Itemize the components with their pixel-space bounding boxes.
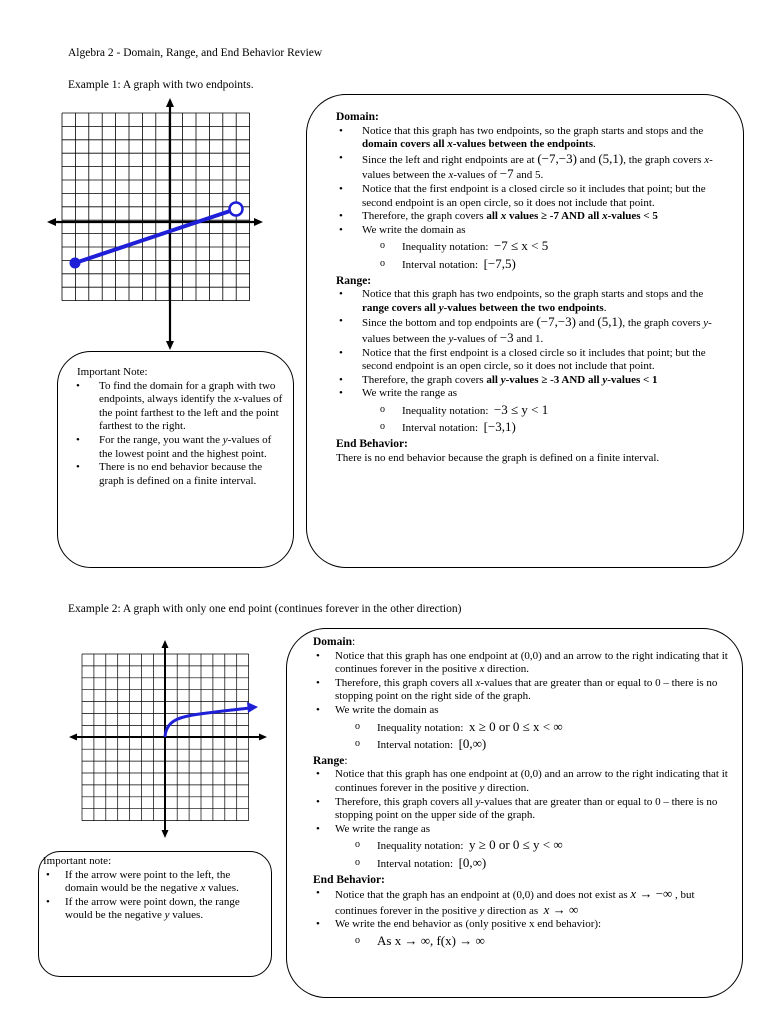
- range-title: Range:: [336, 274, 372, 287]
- note-bullet: • There is no end behavior because the graph is defined on a finite interval.: [73, 461, 283, 488]
- end-behavior-title: End Behavior:: [313, 873, 385, 886]
- end-behavior-bullet: • We write the end behavior as (only positive x end behavior):: [313, 918, 728, 932]
- end-behavior-notation: o As x → ∞, f(x) → ∞: [355, 934, 728, 950]
- domain-title: Domain:: [336, 111, 379, 123]
- note-title: Important Note:: [77, 366, 148, 378]
- range-bullet: • Notice that this graph has two endpoints, so the graph starts and stops and the range covers all y-values between the two endpoints.: [336, 288, 731, 315]
- closed-endpoint: [70, 258, 81, 269]
- range-bullet: • Since the bottom and top endpoints are (−7,−3) and (5,1), the graph covers y-values between the y-values of −3 and 1.: [336, 315, 731, 346]
- example1-heading: Example 1: A graph with two endpoints.: [68, 79, 254, 91]
- domain-bullet: • Notice that the first endpoint is a closed circle so it includes that point; but the second endpoint is an open circle, so it does not include that point.: [336, 183, 731, 210]
- range-title: Range:: [313, 754, 348, 767]
- range-inequality: o Inequality notation: −3 ≤ y < 1: [380, 403, 731, 419]
- open-endpoint: [230, 203, 243, 216]
- note-title: Important note:: [43, 855, 112, 867]
- note-bullet: • If the arrow were point down, the range would be the negative y values.: [43, 896, 265, 923]
- range-bullet: • Notice that this graph has one endpoint at (0,0) and an arrow to the right indicating that it continues forever in the positive y direction.: [313, 768, 728, 795]
- note-bullet: • If the arrow were point to the left, the domain would be the negative x values.: [43, 869, 265, 896]
- example1-graph: [45, 96, 265, 356]
- page-title: Algebra 2 - Domain, Range, and End Behavior Review: [68, 47, 323, 59]
- domain-interval: o Interval notation: [−7,5): [380, 257, 731, 273]
- example1-note: [73, 366, 283, 488]
- example2-note: [43, 855, 265, 923]
- example2-explanation: [313, 636, 728, 951]
- domain-bullet: • Since the left and right endpoints are at (−7,−3) and (5,1), the graph covers x-values between the x-values of −7 and 5.: [336, 152, 731, 183]
- domain-bullet: • We write the domain as: [336, 224, 731, 238]
- range-interval: o Interval notation: [0,∞): [355, 856, 728, 872]
- domain-bullet: • Therefore, the graph covers all x values ≥ -7 AND all x-values < 5: [336, 210, 731, 224]
- range-inequality: o Inequality notation: y ≥ 0 or 0 ≤ y < ∞: [355, 838, 728, 854]
- end-behavior-bullet: • Notice that the graph has an endpoint at (0,0) and does not exist as x → −∞ , but continues forever in the positive y direction as x → ∞: [313, 887, 728, 918]
- domain-inequality: o Inequality notation: x ≥ 0 or 0 ≤ x < ∞: [355, 720, 728, 736]
- range-bullet: • Notice that the first endpoint is a closed circle so it includes that point; but the second endpoint is an open circle, so it does not include that point.: [336, 347, 731, 374]
- end-behavior-text: There is no end behavior because the graph is defined on a finite interval.: [336, 451, 660, 464]
- range-bullet: • We write the range as: [336, 387, 731, 401]
- range-bullet: • We write the range as: [313, 823, 728, 837]
- range-interval: o Interval notation: [−3,1): [380, 420, 731, 436]
- domain-bullet: • Notice that this graph has two endpoints, so the graph starts and stops and the domain covers all x-values between the endpoints.: [336, 125, 731, 152]
- domain-bullet: • We write the domain as: [313, 704, 728, 718]
- example2-curve: [165, 708, 250, 737]
- note-bullet: • For the range, you want the y-values of the lowest point and the highest point.: [73, 434, 283, 461]
- domain-inequality: o Inequality notation: −7 ≤ x < 5: [380, 239, 731, 255]
- example1-explanation: [336, 111, 731, 465]
- domain-bullet: • Therefore, this graph covers all x-values that are greater than or equal to 0 – there is no stopping point on the right side of the graph.: [313, 677, 728, 704]
- domain-interval: o Interval notation: [0,∞): [355, 737, 728, 753]
- note-bullet: • To find the domain for a graph with two endpoints, always identify the x-values of the point farthest to the left and the point farthest to the right.: [73, 380, 283, 434]
- range-bullet: • Therefore, this graph covers all y-values that are greater than or equal to 0 – there is no stopping point on the upper side of the graph.: [313, 796, 728, 823]
- range-bullet: • Therefore, the graph covers all y-values ≥ -3 AND all y-values < 1: [336, 374, 731, 388]
- domain-title: Domain:: [313, 636, 356, 648]
- domain-bullet: • Notice that this graph has one endpoint at (0,0) and an arrow to the right indicating that it continues forever in the positive x direction.: [313, 650, 728, 677]
- end-behavior-title: End Behavior:: [336, 438, 408, 451]
- example2-graph: [68, 639, 268, 839]
- example2-heading: Example 2: A graph with only one end point (continues forever in the other direction): [68, 603, 462, 615]
